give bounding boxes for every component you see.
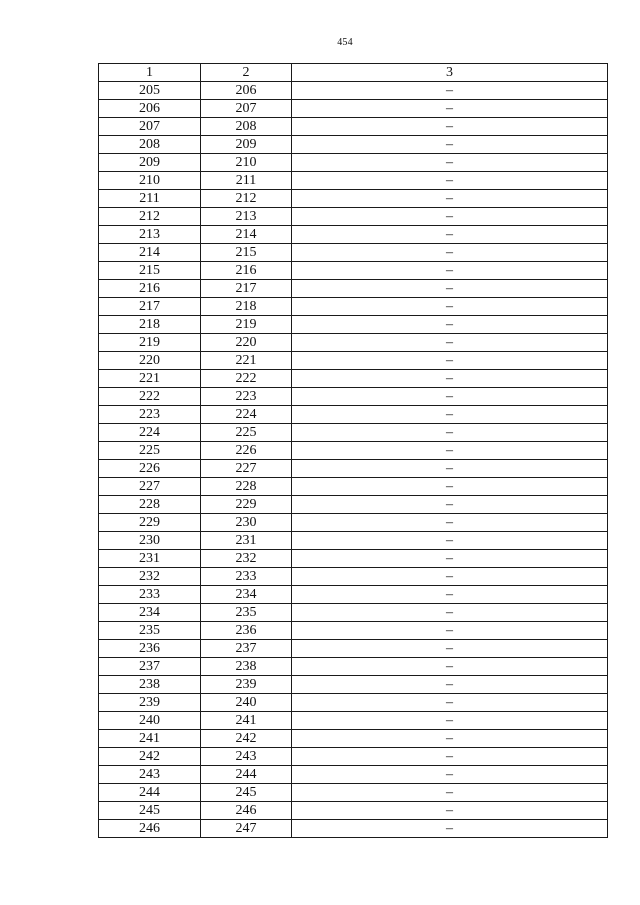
table-row (99, 316, 608, 334)
table-row (99, 496, 608, 514)
table-cell-col-2: 210 (201, 154, 292, 172)
table-cell-col-1: 238 (99, 676, 201, 694)
table-cell-col-1: 243 (99, 766, 201, 784)
table-row (99, 820, 608, 838)
table-row (99, 226, 608, 244)
table-cell-col-1: 226 (99, 460, 201, 478)
table-cell-col-2: 238 (201, 658, 292, 676)
table-cell-col-2: 246 (201, 802, 292, 820)
table-row (99, 784, 608, 802)
table-cell-col-2: 239 (201, 676, 292, 694)
table-cell-col-3: – (292, 496, 608, 514)
table-cell-col-1: 215 (99, 262, 201, 280)
table-row (99, 730, 608, 748)
table-cell-col-3: – (292, 532, 608, 550)
table-row (99, 460, 608, 478)
table-row (99, 802, 608, 820)
table-row (99, 82, 608, 100)
table-row (99, 154, 608, 172)
table-cell-col-2: 234 (201, 586, 292, 604)
table-cell-col-3: – (292, 424, 608, 442)
table-cell-col-3: – (292, 550, 608, 568)
table-cell-col-2: 227 (201, 460, 292, 478)
table-cell-col-2: 229 (201, 496, 292, 514)
table-cell-col-2: 231 (201, 532, 292, 550)
table-cell-col-1: 246 (99, 820, 201, 838)
table-row (99, 172, 608, 190)
table-row (99, 334, 608, 352)
table-cell-col-2: 220 (201, 334, 292, 352)
table-cell-col-2: 225 (201, 424, 292, 442)
table-cell-col-1: 218 (99, 316, 201, 334)
table-cell-col-2: 208 (201, 118, 292, 136)
table-cell-col-1: 235 (99, 622, 201, 640)
table-cell-col-3: – (292, 208, 608, 226)
table-cell-col-2: 222 (201, 370, 292, 388)
table-cell-col-3: – (292, 802, 608, 820)
table-cell-col-1: 206 (99, 100, 201, 118)
table-cell-col-1: 240 (99, 712, 201, 730)
table-cell-col-1: 221 (99, 370, 201, 388)
table-cell-col-3: – (292, 694, 608, 712)
table-cell-col-2: 244 (201, 766, 292, 784)
table-cell-col-2: 230 (201, 514, 292, 532)
table-cell-col-1: 220 (99, 352, 201, 370)
table-cell-col-1: 216 (99, 280, 201, 298)
table-cell-col-1: 230 (99, 532, 201, 550)
table-cell-col-2: 214 (201, 226, 292, 244)
table-cell-col-3: – (292, 478, 608, 496)
table-cell-col-2: 233 (201, 568, 292, 586)
table-row (99, 424, 608, 442)
table-cell-col-2: 218 (201, 298, 292, 316)
table-cell-col-3: – (292, 262, 608, 280)
table-cell-col-3: – (292, 658, 608, 676)
data-table (98, 63, 608, 838)
table-cell-col-3: – (292, 568, 608, 586)
table-row (99, 298, 608, 316)
table-cell-col-2: 236 (201, 622, 292, 640)
table-cell-col-1: 214 (99, 244, 201, 262)
column-header-2: 2 (201, 64, 292, 82)
table-cell-col-2: 217 (201, 280, 292, 298)
table-cell-col-1: 211 (99, 190, 201, 208)
table-cell-col-1: 232 (99, 568, 201, 586)
table-cell-col-1: 234 (99, 604, 201, 622)
table-cell-col-1: 217 (99, 298, 201, 316)
table-cell-col-3: – (292, 712, 608, 730)
table-cell-col-2: 209 (201, 136, 292, 154)
table-cell-col-2: 243 (201, 748, 292, 766)
table-cell-col-2: 221 (201, 352, 292, 370)
table-cell-col-3: – (292, 82, 608, 100)
table-body (99, 82, 608, 838)
table-cell-col-3: – (292, 586, 608, 604)
table-row (99, 352, 608, 370)
table-cell-col-1: 219 (99, 334, 201, 352)
table-cell-col-2: 226 (201, 442, 292, 460)
table-cell-col-3: – (292, 100, 608, 118)
table-cell-col-2: 212 (201, 190, 292, 208)
table-cell-col-3: – (292, 298, 608, 316)
table-row (99, 478, 608, 496)
table-row (99, 136, 608, 154)
table-row (99, 550, 608, 568)
table-cell-col-3: – (292, 118, 608, 136)
table-cell-col-3: – (292, 316, 608, 334)
table-cell-col-2: 219 (201, 316, 292, 334)
table-cell-col-3: – (292, 334, 608, 352)
table-row (99, 640, 608, 658)
table-cell-col-2: 223 (201, 388, 292, 406)
table-cell-col-3: – (292, 604, 608, 622)
table-cell-col-1: 227 (99, 478, 201, 496)
table-cell-col-2: 241 (201, 712, 292, 730)
table-cell-col-1: 208 (99, 136, 201, 154)
table-cell-col-1: 212 (99, 208, 201, 226)
table-cell-col-1: 242 (99, 748, 201, 766)
table-cell-col-2: 245 (201, 784, 292, 802)
table-cell-col-3: – (292, 748, 608, 766)
table-row (99, 100, 608, 118)
table-cell-col-2: 235 (201, 604, 292, 622)
table-row (99, 190, 608, 208)
table-cell-col-2: 242 (201, 730, 292, 748)
table-cell-col-2: 216 (201, 262, 292, 280)
table-cell-col-3: – (292, 460, 608, 478)
table-cell-col-1: 209 (99, 154, 201, 172)
table-header-row (99, 64, 608, 82)
table-row (99, 586, 608, 604)
table-row (99, 622, 608, 640)
table-row (99, 748, 608, 766)
table-cell-col-3: – (292, 784, 608, 802)
table-row (99, 712, 608, 730)
table-row (99, 370, 608, 388)
table-cell-col-3: – (292, 514, 608, 532)
table-cell-col-3: – (292, 352, 608, 370)
table-row (99, 766, 608, 784)
table-cell-col-3: – (292, 622, 608, 640)
table-row (99, 568, 608, 586)
table-cell-col-3: – (292, 442, 608, 460)
table-cell-col-3: – (292, 136, 608, 154)
table-cell-col-1: 245 (99, 802, 201, 820)
table-row (99, 262, 608, 280)
table-cell-col-1: 222 (99, 388, 201, 406)
table-cell-col-3: – (292, 280, 608, 298)
table-cell-col-2: 211 (201, 172, 292, 190)
table-row (99, 658, 608, 676)
table-row (99, 604, 608, 622)
table-row (99, 442, 608, 460)
table-cell-col-1: 241 (99, 730, 201, 748)
table-row (99, 118, 608, 136)
table-row (99, 532, 608, 550)
table-cell-col-3: – (292, 820, 608, 838)
table-cell-col-3: – (292, 370, 608, 388)
table-cell-col-3: – (292, 244, 608, 262)
table-cell-col-2: 232 (201, 550, 292, 568)
table-cell-col-1: 225 (99, 442, 201, 460)
table-row (99, 208, 608, 226)
table-cell-col-3: – (292, 640, 608, 658)
table-cell-col-2: 213 (201, 208, 292, 226)
table-row (99, 406, 608, 424)
table-cell-col-2: 215 (201, 244, 292, 262)
table-cell-col-1: 231 (99, 550, 201, 568)
table-cell-col-1: 228 (99, 496, 201, 514)
page-number: 454 (337, 37, 353, 48)
table-cell-col-2: 237 (201, 640, 292, 658)
table-cell-col-1: 210 (99, 172, 201, 190)
table-cell-col-3: – (292, 730, 608, 748)
table-cell-col-1: 229 (99, 514, 201, 532)
table-cell-col-1: 233 (99, 586, 201, 604)
table-cell-col-3: – (292, 226, 608, 244)
table-cell-col-3: – (292, 388, 608, 406)
table-cell-col-2: 247 (201, 820, 292, 838)
table-cell-col-2: 228 (201, 478, 292, 496)
table-row (99, 280, 608, 298)
table-cell-col-1: 205 (99, 82, 201, 100)
table-cell-col-1: 213 (99, 226, 201, 244)
table-cell-col-1: 207 (99, 118, 201, 136)
table-cell-col-1: 224 (99, 424, 201, 442)
table-cell-col-1: 223 (99, 406, 201, 424)
table-cell-col-1: 239 (99, 694, 201, 712)
table-row (99, 676, 608, 694)
table-row (99, 694, 608, 712)
column-header-1: 1 (99, 64, 201, 82)
table-cell-col-3: – (292, 190, 608, 208)
table-cell-col-2: 206 (201, 82, 292, 100)
table-row (99, 388, 608, 406)
table-cell-col-1: 244 (99, 784, 201, 802)
column-header-3: 3 (292, 64, 608, 82)
table-cell-col-2: 207 (201, 100, 292, 118)
table-cell-col-3: – (292, 172, 608, 190)
table-cell-col-2: 224 (201, 406, 292, 424)
table-cell-col-3: – (292, 406, 608, 424)
table-row (99, 514, 608, 532)
table-cell-col-3: – (292, 676, 608, 694)
table-cell-col-3: – (292, 766, 608, 784)
table-cell-col-1: 236 (99, 640, 201, 658)
table-cell-col-3: – (292, 154, 608, 172)
table-row (99, 244, 608, 262)
table-cell-col-2: 240 (201, 694, 292, 712)
table-cell-col-1: 237 (99, 658, 201, 676)
